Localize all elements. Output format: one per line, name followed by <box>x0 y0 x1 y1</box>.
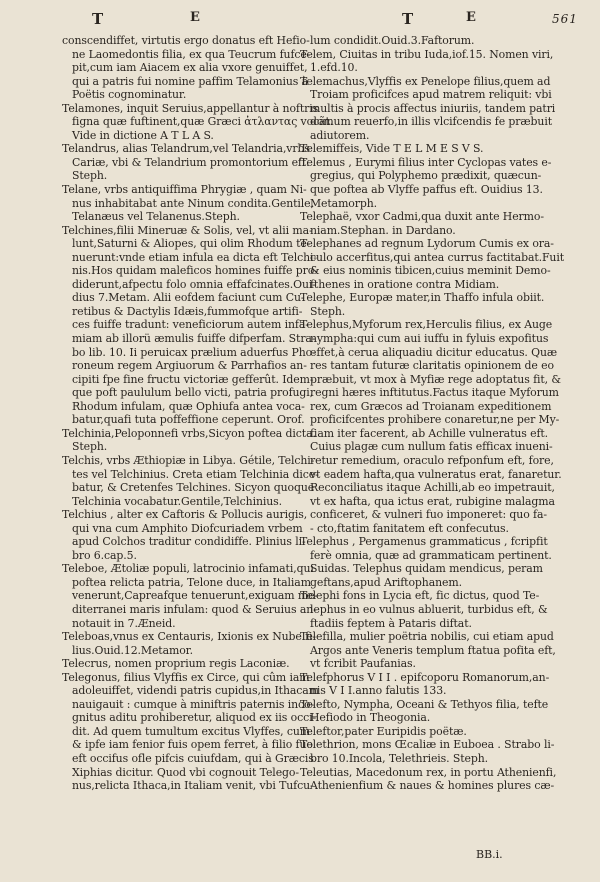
entry-line: notauit in 7.Æneid. <box>72 616 176 630</box>
entry-line: Troiam proficifces apud matrem reliquit: vbi <box>310 88 552 102</box>
entry-line: Xiphias dicitur. Quod vbi cognouit Telego- <box>72 765 299 779</box>
entry-line: Telegonus, filius Vlyffis ex Circe, qui cûm iam <box>62 670 310 684</box>
entry-line: Vide in dictione A T L A S. <box>72 128 214 142</box>
right-column <box>300 34 565 793</box>
entry-line: que poftea ab Vlyffe paffus eft. Ouidius 13. <box>310 183 543 197</box>
dictionary-entry <box>300 671 560 698</box>
entry-line: Telandrus, alias Telandrum,vel Telandria,vrbs <box>62 142 310 156</box>
entry-line: batur,quafi tuta poffeffione ceperunt. Orof. <box>72 413 305 427</box>
entry-line: Telephanes ad regnum Lydorum Cumis ex ora- <box>300 237 554 251</box>
entry-line: vt ex hafta, qua ictus erat, rubigine malagma <box>310 494 555 508</box>
entry-line: ftadiis feptem à Pataris diftat. <box>310 616 472 630</box>
dictionary-entry <box>300 237 565 291</box>
entry-line: nus,relicta Ithaca,in Italiam venit, vbi Tufcu- <box>72 779 314 793</box>
entry-line: bro 10.Incola, Telethrieis. Steph. <box>310 751 489 765</box>
entry-line: 1.efd.10. <box>310 61 358 75</box>
entry-line: poftea relicta patria, Telone duce, in Italiam <box>72 575 311 589</box>
entry-line: gnitus aditu prohiberetur, aliquod ex iis occi- <box>72 711 317 725</box>
dictionary-entry <box>62 453 319 508</box>
dictionary-entry <box>62 223 318 427</box>
entry-line: Telephe, Europæ mater,in Thaffo infula obiit. <box>300 291 545 305</box>
entry-line: Telemus , Eurymi filius inter Cyclopas vates e- <box>300 155 552 169</box>
entry-line: consce​ndiffet, virtutis ergo donatus eft Hefio- <box>62 34 310 47</box>
entry-line: Telefto, Nympha, Oceani & Tethyos filia, tefte <box>300 697 549 711</box>
dictionary-entry <box>300 48 560 75</box>
entry-line: Telefilla, mulier poëtria nobilis, cui etiam apud <box>300 630 554 644</box>
entry-line: Suidas. Telephus quidam mendicus, peram <box>310 562 543 576</box>
entry-line: Teleboas,vnus ex Centauris, Ixionis ex Nube fi- <box>62 630 317 644</box>
entry-line: Telchinia vocabatur.Gentile,Telchinius. <box>72 494 283 508</box>
entry-line: tes vel Telchinius. Creta etiam Telchinia dice- <box>72 467 319 481</box>
entry-line: cipiti fpe fine fructu victoriæ gefferût. Idem- <box>72 372 314 386</box>
entry-line: Cuius plagæ cum nullum fatis efficax inueni- <box>310 440 553 454</box>
entry-line: Steph. <box>310 304 346 318</box>
dictionary-entry <box>300 766 560 793</box>
entry-line: bro 6.cap.5. <box>72 548 137 562</box>
entry-line: Athenienfium & naues & homines plures cæ- <box>310 779 555 793</box>
entry-line: Reconciliatus itaque Achilli,ab eo impetrauit, <box>310 481 555 495</box>
header-letter-left-2: E <box>190 10 201 25</box>
header-letter-right-2: E <box>466 10 477 25</box>
entry-line: Teleutias, Macedonum rex, in portu Athenienfi, <box>300 765 557 779</box>
dictionary-entry <box>300 34 560 48</box>
entry-line: venerunt,Capreafque tenuerunt,exiguam me- <box>72 589 319 603</box>
entry-line: Teleftor,pater Euripidis poëtæ. <box>300 724 467 738</box>
entry-line: regni hæres inftitutus.Factus itaque Myforum <box>310 386 559 400</box>
entry-line: Telanæus vel Telanenus.Steph. <box>72 210 240 224</box>
entry-line: dit. Ad quem tumultum excitus Vlyffes, cum <box>72 724 311 738</box>
dictionary-entry <box>62 101 334 143</box>
dictionary-entry <box>300 630 560 671</box>
dictionary-entry <box>300 75 560 143</box>
entry-line: lephus in eo vulnus abluerit, turbidus eft, & <box>310 602 548 616</box>
entry-line: Telephaë, vxor Cadmi,qua duxit ante Hermo- <box>300 210 544 224</box>
dictionary-entry <box>62 562 319 630</box>
header-letter-left-1: T <box>92 10 105 28</box>
entry-line: ces fuiffe tradunt: veneficiorum autem infa- <box>72 318 309 332</box>
header-letter-right-1: T <box>402 10 415 28</box>
entry-line: Telephus,Myforum rex,Herculis filius, ex Auge <box>300 318 553 332</box>
entry-line: lum condidit.Ouid.3.Faftorum. <box>310 34 475 47</box>
entry-line: fthenes in oratione contra Midiam. <box>310 277 500 291</box>
entry-line: diderunt,afpectu folo omnia effafcinates.Oui- <box>72 277 316 291</box>
dictionary-entry <box>300 589 560 630</box>
dictionary-entry <box>300 725 560 739</box>
entry-line: rex, cum Græcos ad Troianam expeditionem <box>310 399 552 413</box>
entry-line: Rhodum infulam, quæ Ophiufa antea voca- <box>72 399 305 413</box>
entry-line: multis à procis affectus iniuriis, tandem patri <box>310 101 556 115</box>
dictionary-entry <box>62 670 319 793</box>
entry-line: domum reuerfo,in illis vlcifcendis fe præbuit <box>310 115 552 129</box>
page-number: 561 <box>552 12 578 26</box>
entry-line: Teleboe, Ætoliæ populi, latrocinio infamati,qui <box>62 562 314 576</box>
entry-line: adiutorem. <box>310 128 370 142</box>
entry-line: nympha:qui cum aui iuffu in fyluis expofitus <box>310 332 549 346</box>
entry-line: Telamones, inquit Seruius,appellantur à noftris <box>62 101 319 115</box>
entry-line: Cariæ, vbi & Telandrium promontorium eft. <box>72 155 310 169</box>
entry-line: conficeret, & vulneri fuo imponeret: quo fa- <box>310 508 547 522</box>
entry-line: Telchius , alter ex Caftoris & Pollucis aurigis, <box>62 508 308 522</box>
entry-line: vt eadem hafta,qua vulneratus erat, fanaretur. <box>310 467 562 481</box>
entry-line: fiam iter facerent, ab Achille vulneratus eft. <box>310 426 549 440</box>
entry-line: roneum regem Argiuorum & Parrhafios an- <box>72 359 307 373</box>
entry-line: Telephi fons in Lycia eft, fic dictus, quod Te- <box>300 589 540 603</box>
entry-line: Hefiodo in Theogonia. <box>310 711 431 725</box>
entry-line: niam.Stephan. in Dardano. <box>310 223 456 237</box>
entry-line: figna quæ fuftinent,quæ Græci ἀτλαντας vocãt. <box>72 115 334 129</box>
entry-line: res tantam futuræ claritatis opinionem de eo <box>310 359 554 373</box>
entry-line: adoleuiffet, videndi patris cupidus,in Ithacam <box>72 684 319 698</box>
entry-line: retibus & Dactylis Idæis,fummofque artifi- <box>72 304 303 318</box>
entry-line: miam ab illorü æmulis fuiffe difperfam. Stra- <box>72 332 316 346</box>
entry-line: geftans,apud Ariftophanem. <box>310 575 462 589</box>
entry-line: Metamorph. <box>310 196 378 210</box>
signature-mark: BB.i. <box>476 848 503 861</box>
entry-line: gregius, qui Polyphemo prædixit, quæcun- <box>310 169 542 183</box>
entry-line: qui vna cum Amphito Diofcuriadem vrbem <box>72 521 303 535</box>
dictionary-entry <box>300 535 560 589</box>
dictionary-entry <box>62 657 298 671</box>
dictionary-entry <box>300 738 560 765</box>
dictionary-entry <box>62 426 316 454</box>
entry-line: Telchis, vrbs Æthiopiæ in Libya. Gétile, Telchi- <box>62 453 315 467</box>
dictionary-entry <box>62 34 311 102</box>
entry-line: & ipfe iam fenior fuis opem ferret, à filio fuo <box>72 738 313 752</box>
entry-line: dius 7.Metam. Alii eofdem faciunt cum Cu- <box>72 291 305 305</box>
entry-line: Telemiffeis, Vide T E L M E S V S. <box>300 142 484 156</box>
entry-line: - cto,ftatim fanitatem eft confecutus. <box>310 521 509 535</box>
entry-line: Telem, Ciuitas in tribu Iuda,iof.15. Nomen viri, <box>300 47 554 61</box>
entry-line: Telchinia,Peloponnefi vrbs,Sicyon poftea dicta. <box>62 426 316 440</box>
dictionary-entry <box>62 142 310 183</box>
entry-line: eft occifus ofle pifcis cuiufdam, qui à Græcis <box>72 751 314 765</box>
entry-line: lunt,Saturni & Aliopes, qui olim Rhodum te- <box>72 237 311 251</box>
dictionary-entry <box>62 183 314 224</box>
entry-line: præbuit, vt mox à Myfiæ rege adoptatus fit, & <box>310 372 561 386</box>
entry-line: Telchines,filii Mineruæ & Solis, vel, vt alii ma- <box>62 223 313 237</box>
entry-line: bo lib. 10. Ii peruicax prælium aduerfus Pho- <box>72 345 316 359</box>
entry-line: lius.Ouid.12.Metamor. <box>72 643 193 657</box>
entry-line: Telethrion, mons Œcaliæ in Euboea . Strabo li- <box>300 738 555 752</box>
entry-line: Telane, vrbs antiquiffima Phrygiæ , quam Ni- <box>62 183 307 197</box>
entry-line: que poft paululum bello victi, patria profugi, <box>72 386 314 400</box>
entry-line: nis V I I.anno falutis 133. <box>310 684 447 698</box>
entry-line: proficifcentes prohibere conaretur,ne per My- <box>310 413 560 427</box>
entry-line: Telecrus, nomen proprium regis Laconiæ. <box>62 657 290 671</box>
entry-line: Telephus , Pergamenus grammaticus , fcripfit <box>300 535 548 549</box>
entry-line: Argos ante Veneris templum ftatua pofita eft, <box>310 643 556 657</box>
entry-line: nis.Hos quidam maleficos homines fuiffe pro- <box>72 264 318 278</box>
entry-line: batur, & Cretenfes Telchines. Sicyon quoque <box>72 481 315 495</box>
dictionary-entry <box>300 291 560 318</box>
dictionary-entry <box>300 156 560 210</box>
entry-line: culo accerfitus,qui antea currus factitabat.Fuit <box>310 250 565 264</box>
dictionary-entry <box>300 210 560 237</box>
entry-line: & eius nominis tibicen,cuius meminit Demo- <box>310 264 551 278</box>
entry-line: ne Laomedontis filia, ex qua Teucrum fufce- <box>72 47 311 61</box>
entry-line: effet,à cerua aliquadiu dicitur educatus. Quæ <box>310 345 558 359</box>
running-header <box>0 10 600 34</box>
entry-line: Steph. <box>72 440 108 454</box>
dictionary-entry <box>300 318 560 535</box>
entry-line: nauigauit : cumque à miniftris paternis inco- <box>72 697 315 711</box>
entry-line: Telefphorus V I I . epifcoporu Romanorum,an- <box>300 670 550 684</box>
entry-line: diterranei maris infulam: quod & Seruius an- <box>72 602 317 616</box>
dictionary-entry <box>62 630 317 657</box>
entry-line: Poëtis cognominatur. <box>72 88 187 102</box>
entry-line: Telemachus,Vlyffis ex Penelope filius,quem ad <box>300 74 551 88</box>
entry-line: pit,cum iam Aiacem ex alia vxore genuiffet, <box>72 61 308 75</box>
dictionary-entry <box>62 508 308 562</box>
entry-line: qui a patris fui nomine paffim Telamonius à <box>72 74 309 88</box>
entry-line: nuerunt:vnde etiam infula ea dicta eft Telchi- <box>72 250 317 264</box>
entry-line: nus inhabitabat ante Ninum condita.Gentile, <box>72 196 314 210</box>
entry-line: retur remedium, oraculo refponfum eft, fore, <box>310 453 554 467</box>
entry-line: apud Colchos traditur condidiffe. Plinius li- <box>72 535 306 549</box>
entry-line: vt fcribit Paufanias. <box>310 657 416 671</box>
dictionary-entry <box>300 142 560 156</box>
entry-line: ferè omnia, quæ ad grammaticam pertinent. <box>310 548 552 562</box>
dictionary-entry <box>300 698 560 725</box>
entry-line: Steph. <box>72 169 108 183</box>
